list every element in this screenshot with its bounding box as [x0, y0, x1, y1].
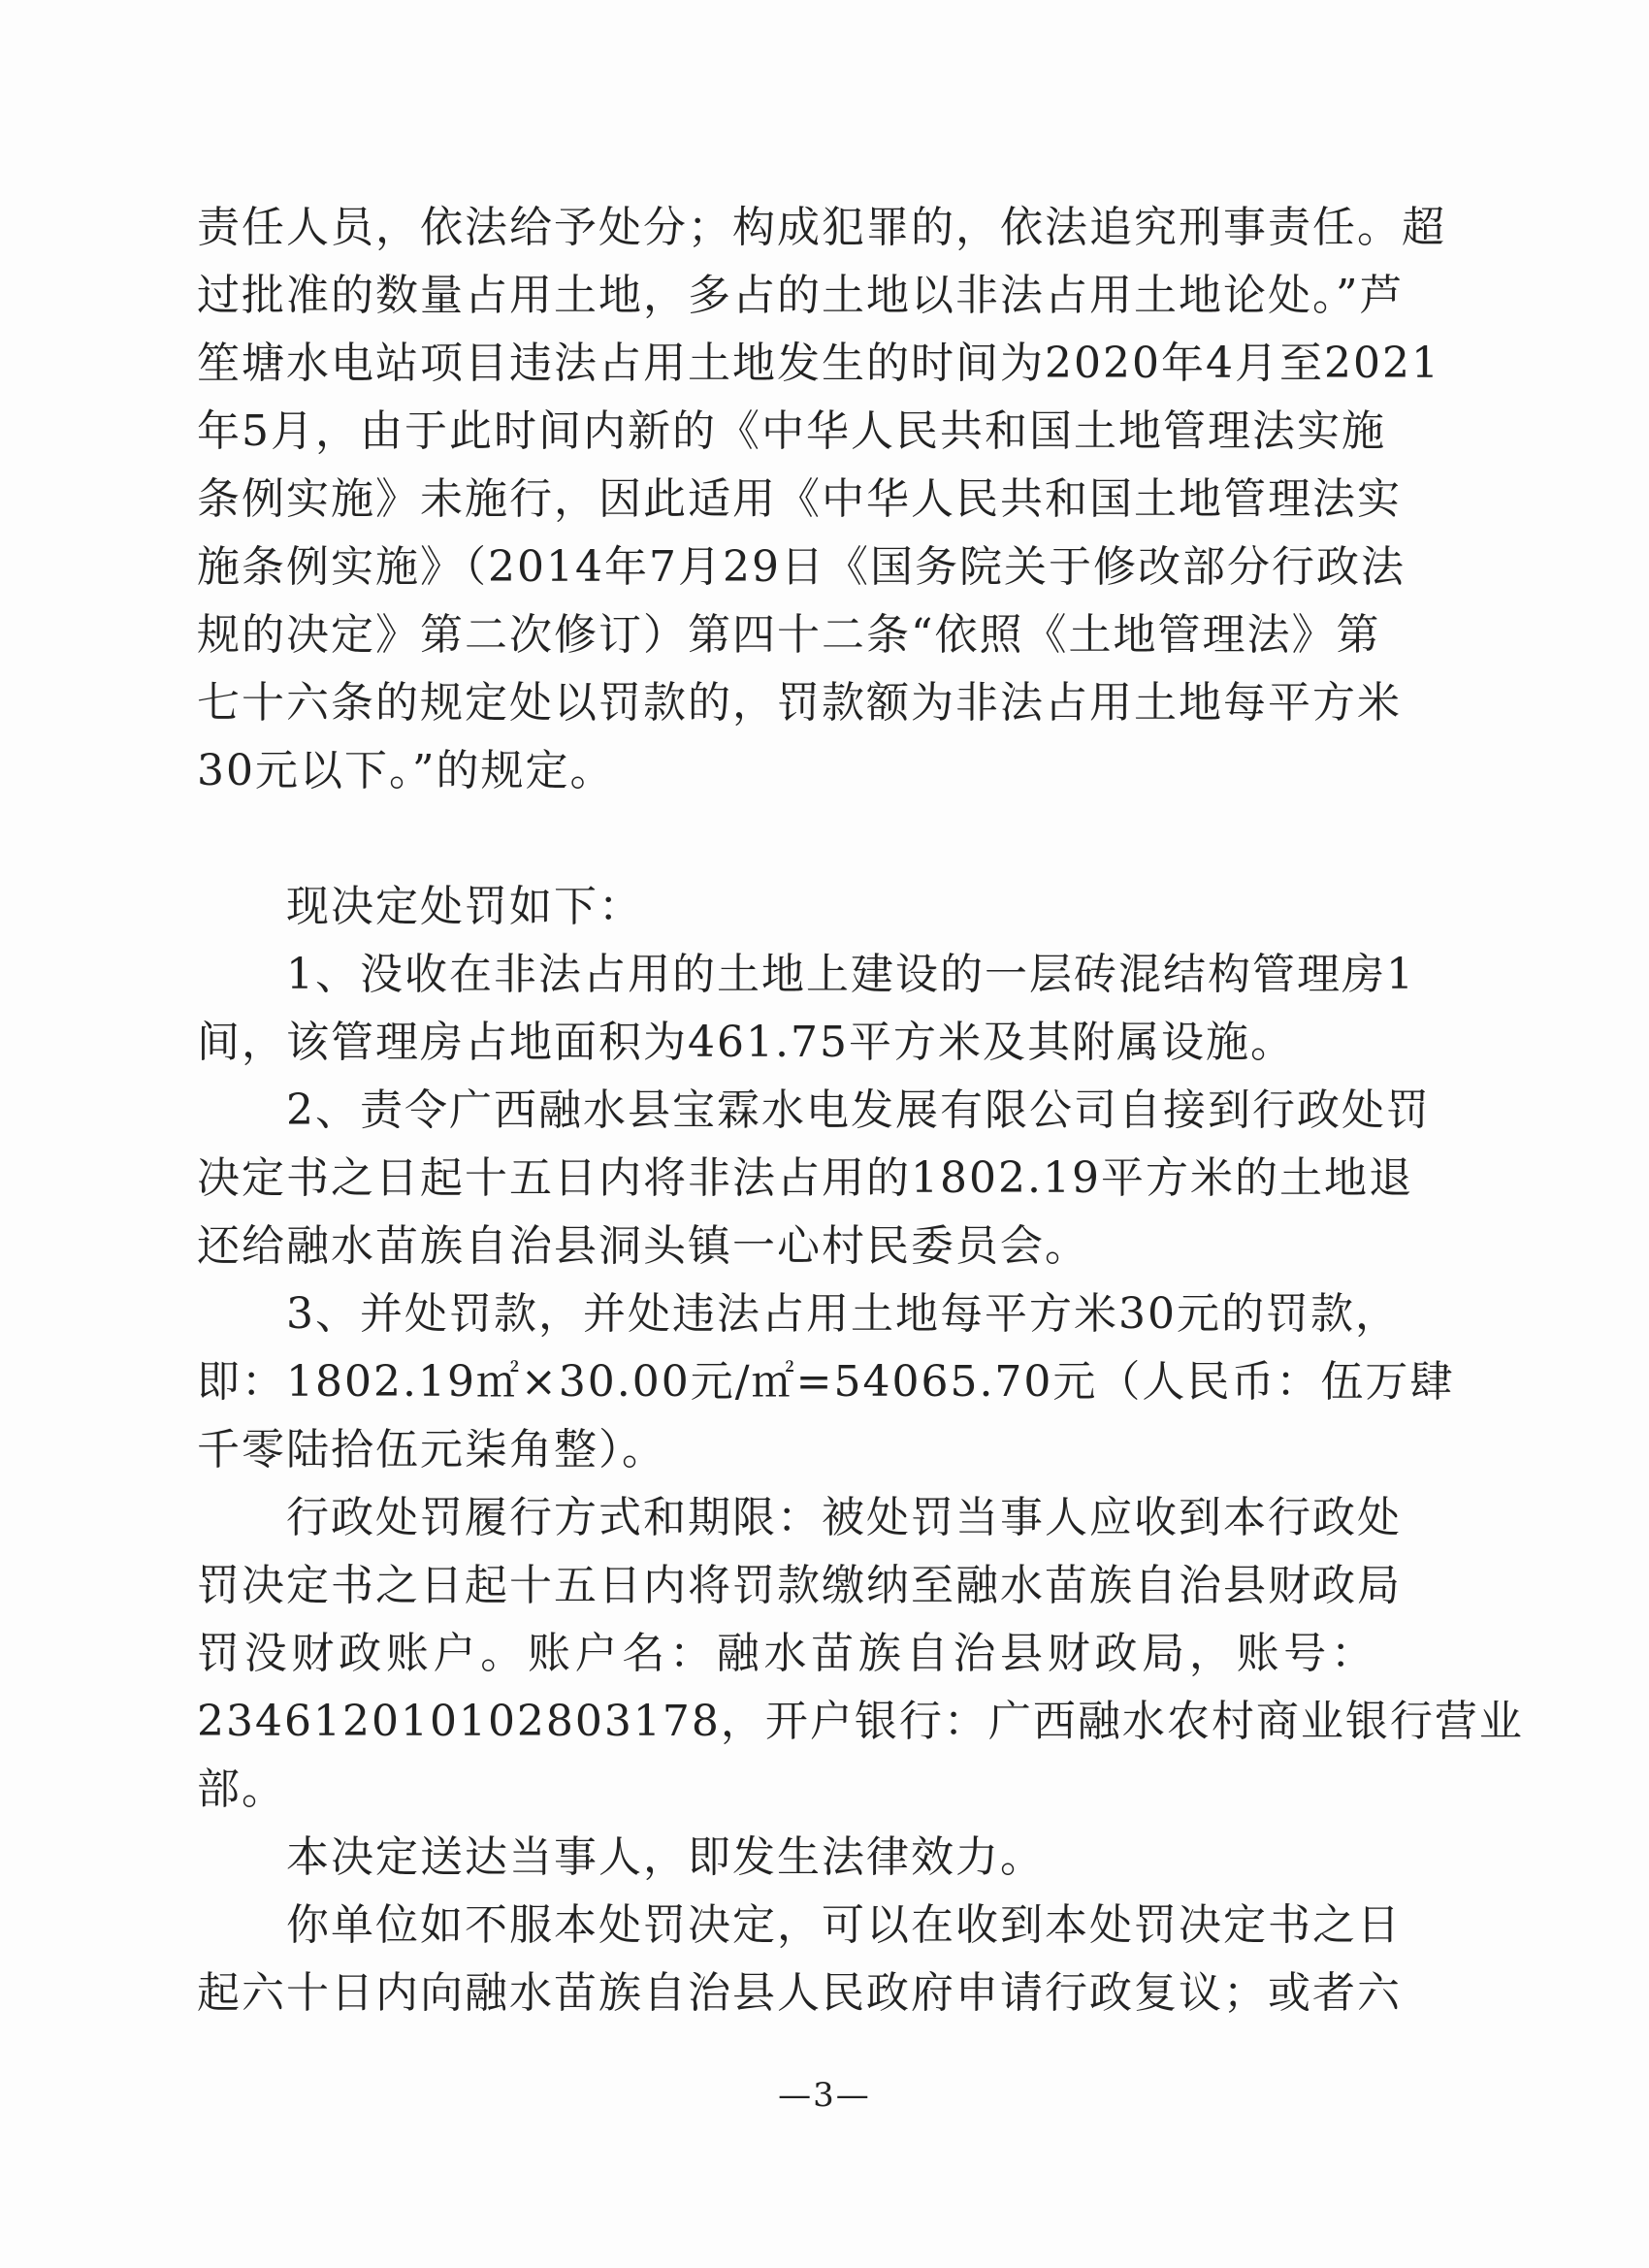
text-line: 千零陆拾伍元柒角整）。: [197, 1425, 666, 1474]
text-line: 起六十日内向融水苗族自治县人民政府申请行政复议；或者六: [197, 1968, 1402, 2018]
text-line: 部。: [197, 1765, 286, 1814]
text-line: 即：1802.19㎡×30.00元/㎡=54065.70元（人民币：伍万肆: [197, 1357, 1455, 1407]
paragraph-gap: [197, 805, 1375, 873]
text-line: 七十六条的规定处以罚款的，罚款额为非法占用土地每平方米: [197, 678, 1402, 728]
document-body: [197, 194, 1524, 2027]
text-line: 施条例实施》（2014年7月29日《国务院关于修改部分行政法: [197, 542, 1406, 592]
text-line: 2、责令广西融水县宝霖水电发展有限公司自接到行政处罚: [197, 1085, 1431, 1135]
text-line: 30元以下。”的规定。: [197, 746, 615, 795]
text-line: 罚没财政账户。账户名：融水苗族自治县财政局，账号：: [197, 1629, 1375, 1678]
text-line: 3、并处罚款，并处违法占用土地每平方米30元的罚款，: [197, 1289, 1400, 1339]
text-line: 年5月，由于此时间内新的《中华人民共和国土地管理法实施: [197, 406, 1386, 456]
text-line: 你单位如不服本处罚决定，可以在收到本处罚决定书之日: [197, 1900, 1402, 1950]
text-line: 决定书之日起十五日内将非法占用的1802.19平方米的土地退: [197, 1153, 1413, 1203]
text-line: 笙塘水电站项目违法占用土地发生的时间为2020年4月至2021: [197, 339, 1440, 388]
text-line: 行政处罚履行方式和期限：被处罚当事人应收到本行政处: [197, 1493, 1402, 1542]
text-line: 责任人员，依法给予处分；构成犯罪的，依法追究刑事责任。超: [197, 203, 1446, 252]
text-line: 罚决定书之日起十五日内将罚款缴纳至融水苗族自治县财政局: [197, 1561, 1402, 1610]
page-number: —3—: [778, 2076, 871, 2115]
text-line: 条例实施》未施行，因此适用《中华人民共和国土地管理法实: [197, 474, 1402, 524]
text-line: 现决定处罚如下：: [197, 882, 643, 931]
text-line: 1、没收在非法占用的土地上建设的一层砖混结构管理房1: [197, 950, 1415, 999]
text-line: 234612010102803178，开户银行：广西融水农村商业银行营业: [197, 1697, 1524, 1746]
text-line: 还给融水苗族自治县洞头镇一心村民委员会。: [197, 1221, 1089, 1271]
text-line: 过批准的数量占用土地，多占的土地以非法占用土地论处。”芦: [197, 271, 1405, 320]
text-line: 规的决定》第二次修订）第四十二条“依照《土地管理法》第: [197, 610, 1381, 660]
text-line: 间，该管理房占地面积为461.75平方米及其附属设施。: [197, 1018, 1295, 1067]
text-line: 本决定送达当事人，即发生法律效力。: [197, 1832, 1045, 1882]
